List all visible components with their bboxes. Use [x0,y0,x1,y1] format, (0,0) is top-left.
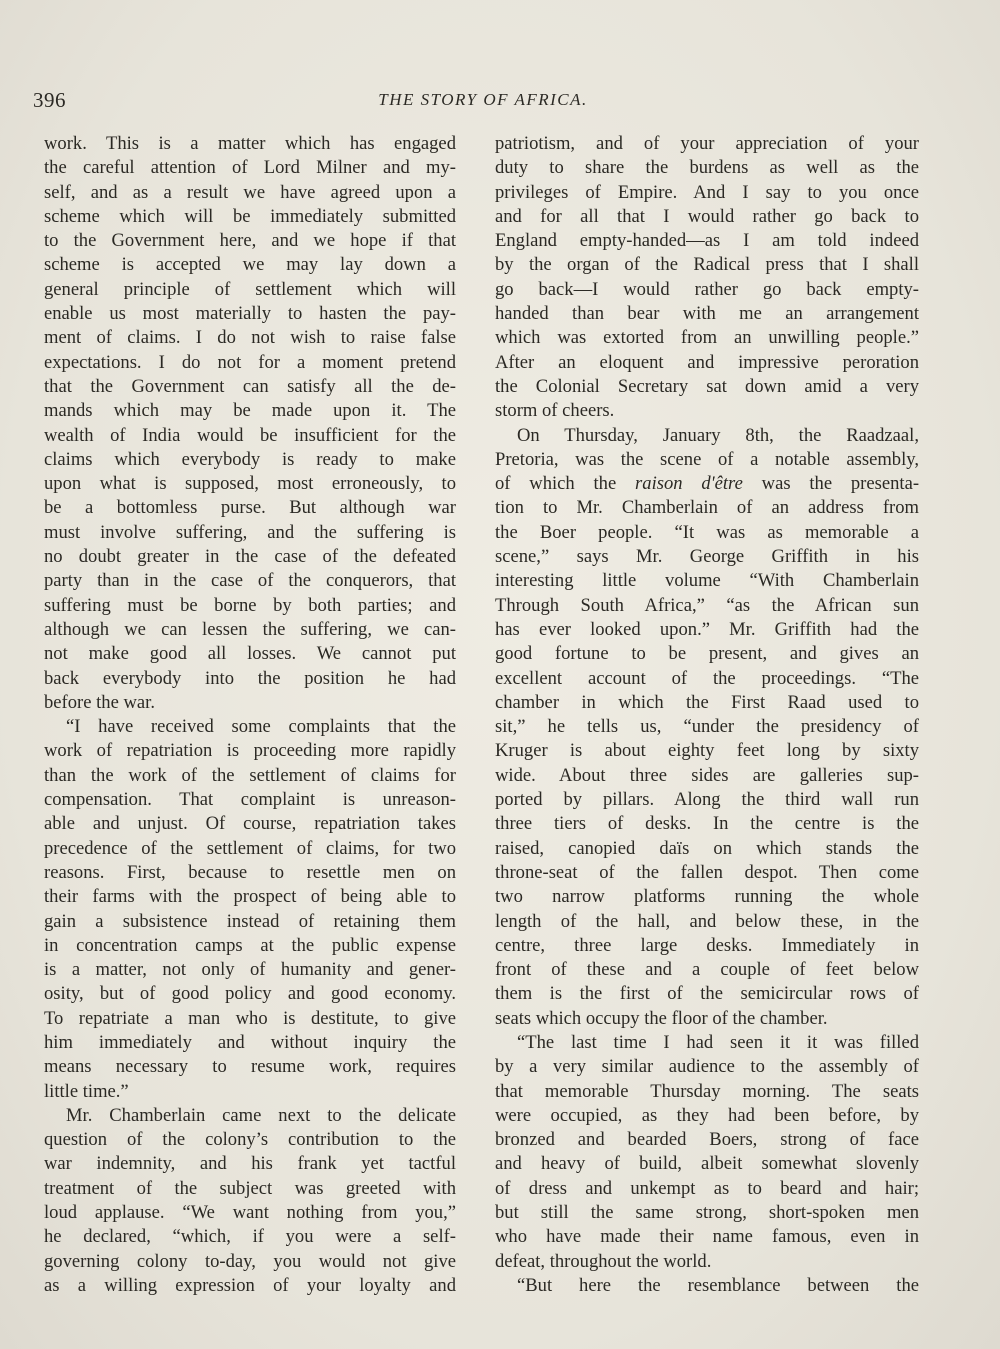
text-line: raised, canopied daïs on which stands the [495,837,919,859]
text-line: were occupied, as they had been before, by [495,1104,919,1126]
text-line: as a willing expression of your loyalty and [44,1274,456,1296]
text-line: suffering must be borne by both parties; and [44,594,456,616]
text-line: war indemnity, and his frank yet tactful [44,1153,456,1175]
text-line: Kruger is about eighty feet long by sixty [495,740,919,762]
text-line: upon what is supposed, most erroneously, to [44,473,456,495]
text-line: expectations. I do not for a moment pretend [44,351,456,373]
text-line: length of the hall, and below these, in the [495,910,919,932]
text-line: and heavy of build, albeit somewhat slovenly [495,1153,919,1175]
text-line: able and unjust. Of course, repatriation takes [44,813,456,835]
text-line: go back—I would rather go back empty- [495,278,919,300]
text-line: their farms with the prospect of being able to [44,886,456,908]
text-line: tion to Mr. Chamberlain of an address from [495,497,919,519]
text-line: that the Government can satisfy all the de- [44,375,456,397]
text-line: reasons. First, because to resettle men on [44,861,456,883]
text-line: compensation. That complaint is unreason- [44,789,456,811]
text-line: seats which occupy the floor of the chamber. [495,1007,828,1029]
text-line: in concentration camps at the public expense [44,934,456,956]
text-line: has ever looked upon.” Mr. Griffith had the [495,618,919,640]
left-text-column [44,132,456,1298]
text-line: England empty-handed—as I am told indeed [495,230,919,252]
text-line: scene,” says Mr. George Griffith in his [495,546,919,568]
text-line: governing colony to-day, you would not give [44,1250,456,1272]
text-line: On Thursday, January 8th, the Raadzaal, [517,424,919,446]
text-line: storm of cheers. [495,400,615,422]
text-line: bronzed and bearded Boers, strong of face [495,1129,919,1151]
text-line: interesting little volume “With Chamberlain [495,570,919,592]
text-line: loud applause. “We want nothing from you,” [44,1202,456,1224]
text-line: question of the colony’s contribution to the [44,1129,456,1151]
text-line: the Boer people. “It was as memorable a [495,521,919,543]
text-line: After an eloquent and impressive peroration [495,351,919,373]
text-line: osity, but of good policy and good economy. [44,983,456,1005]
text-line: good fortune to be present, and gives an [495,643,919,665]
text-line: two narrow platforms running the whole [495,886,919,908]
text-line: and for all that I would rather go back to [495,205,919,227]
text-line: wealth of India would be insufficient for the [44,424,456,446]
text-line: “The last time I had seen it it was filled [517,1031,919,1053]
text-line: no doubt greater in the case of the defeated [44,546,456,568]
italic-phrase: raison d'être [635,473,743,495]
text-line: To repatriate a man who is destitute, to give [44,1007,456,1029]
text-line: scheme is accepted we may lay down a [44,254,456,276]
text-line: privileges of Empire. And I say to you once [495,181,919,203]
text-line: of which the raison d'être was the presenta- [495,473,919,495]
text-line: throne-seat of the fallen despot. Then come [495,861,919,883]
text-line: work of repatriation is proceeding more rapidly [44,740,456,762]
text-line: than the work of the settlement of claims for [44,764,456,786]
text-line: by the organ of the Radical press that I shall [495,254,919,276]
text-line: them is the first of the semicircular rows of [495,983,919,1005]
text-line: chamber in which the First Raad used to [495,691,919,713]
text-line: scheme which will be immediately submitted [44,205,456,227]
text-line: Mr. Chamberlain came next to the delicate [66,1104,456,1126]
text-line: gain a subsistence instead of retaining them [44,910,456,932]
text-line: patriotism, and of your appreciation of your [495,133,919,154]
text-line: “But here the resemblance between the [517,1274,919,1296]
text-line: must involve suffering, and the suffering is [44,521,456,543]
text-line: claims which everybody is ready to make [44,448,456,470]
text-line: to the Government here, and we hope if that [44,230,456,252]
text-line: ported by pillars. Along the third wall run [495,789,919,811]
text-line: “I have received some complaints that the [66,716,456,738]
text-line: before the war. [44,691,155,713]
text-line: general principle of settlement which will [44,278,456,300]
page-number: 396 [33,88,66,112]
text-line: Pretoria, was the scene of a notable assembly, [495,448,919,470]
text-line: wide. About three sides are galleries sup- [495,764,919,786]
text-line: means necessary to resume work, requires [44,1056,456,1078]
text-line: he declared, “which, if you were a self- [44,1226,456,1248]
text-line: centre, three large desks. Immediately in [495,934,919,956]
text-line: precedence of the settlement of claims, for two [44,837,456,859]
text-line: who have made their name famous, even in [495,1226,919,1248]
text-line: sit,” he tells us, “under the presidency of [495,716,919,738]
text-line: that memorable Thursday morning. The seats [495,1080,919,1102]
text-line: Through South Africa,” “as the African sun [495,594,919,616]
text-line: but still the same strong, short-spoken men [495,1202,919,1224]
text-line: work. This is a matter which has engaged [44,133,456,154]
text-line: him immediately and without inquiry the [44,1031,456,1053]
text-line: not make good all losses. We cannot put [44,643,456,665]
text-line: mands which may be made upon it. The [44,400,456,422]
text-line: be a bottomless purse. But although war [44,497,456,519]
page-header [33,88,933,118]
text-line: ment of claims. I do not wish to raise false [44,327,456,349]
text-line: although we can lessen the suffering, we can- [44,618,456,640]
text-line: by a very similar audience to the assembly of [495,1056,919,1078]
text-line: which was extorted from an unwilling people.” [495,327,919,349]
text-line: of dress and unkempt as to beard and hair; [495,1177,919,1199]
right-text-column [495,132,919,1298]
text-line: handed than bear with me an arrangement [495,303,919,325]
text-line: front of these and a couple of feet below [495,959,919,981]
text-line: self, and as a result we have agreed upon a [44,181,456,203]
text-line: party than in the case of the conquerors, that [44,570,456,592]
text-line: back everybody into the position he had [44,667,456,689]
text-line: enable us most materially to hasten the pay- [44,303,456,325]
text-line: the careful attention of Lord Milner and my- [44,157,456,179]
text-line: is a matter, not only of humanity and gener- [44,959,456,981]
text-line: the Colonial Secretary sat down amid a very [495,375,919,397]
text-line: duty to share the burdens as well as the [495,157,919,179]
running-title: THE STORY OF AFRICA. [378,90,588,109]
text-line: three tiers of desks. In the centre is the [495,813,919,835]
text-line: treatment of the subject was greeted with [44,1177,456,1199]
text-line: excellent account of the proceedings. “The [495,667,919,689]
text-line: defeat, throughout the world. [495,1250,712,1272]
text-line: little time.” [44,1080,129,1102]
